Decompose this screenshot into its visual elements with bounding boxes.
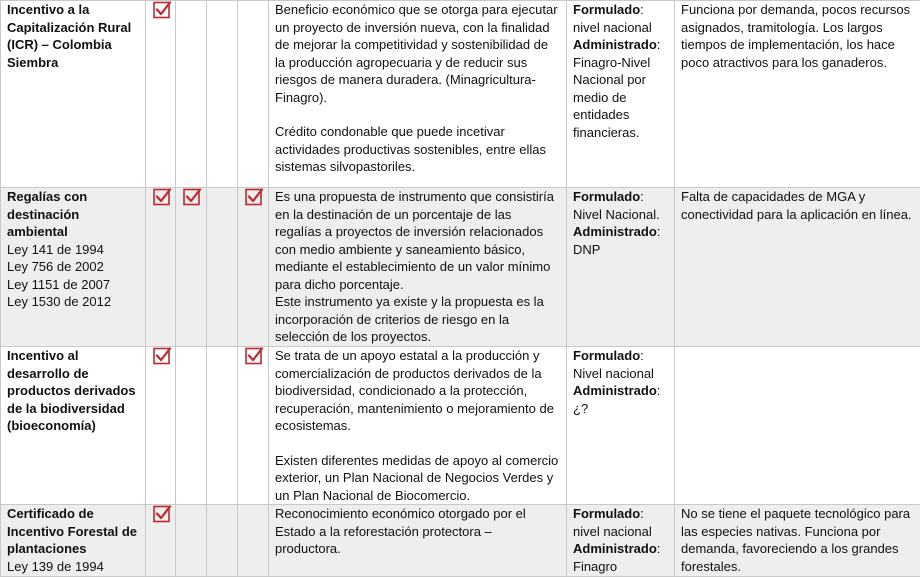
checked-box-icon (153, 1, 171, 19)
law-reference: Ley 141 de 1994 (7, 241, 139, 259)
instrument-cell (1, 188, 146, 347)
administrado-label: Administrado (573, 224, 657, 239)
management-cell: Formulado: Nivel nacional Administrado: ¿? (567, 347, 675, 505)
instrument-cell (1, 347, 146, 505)
description-text: Existen diferentes medidas de apoyo al comercio exterior, un Plan Nacional de Negocios Verdes y un Plan Nacional de Biocomercio. (275, 452, 560, 505)
administrado-value: ¿? (573, 401, 588, 416)
check-cell (146, 505, 176, 577)
table-row (1, 188, 920, 347)
formulado-label: Formulado (573, 506, 640, 521)
check-cell (238, 505, 269, 577)
formulado-value: nivel nacional (573, 20, 652, 35)
check-cell (146, 1, 176, 188)
law-reference: Ley 1530 de 2012 (7, 293, 139, 311)
table-row (1, 347, 920, 505)
observations-text: No se tiene el paquete tecnológico para las especies nativas. Funciona por demanda, favoreciendo a los grandes forestales. (681, 506, 910, 574)
checked-box-icon (183, 188, 201, 206)
management-cell: Formulado: nivel nacional Administrado: Finagro (567, 505, 675, 577)
instrument-cell (1, 1, 146, 188)
table-row (1, 1, 920, 188)
checked-box-icon (245, 188, 263, 206)
management-cell: Formulado: Nivel Nacional. Administrado: DNP (567, 188, 675, 347)
checked-box-icon (153, 347, 171, 365)
formulado-value: Nivel nacional (573, 366, 654, 381)
formulado-value: nivel nacional (573, 524, 652, 539)
check-cell (146, 347, 176, 505)
instrument-name: Incentivo al desarrollo de productos derivados de la biodiversidad (bioeconomía) (7, 348, 136, 433)
check-cell (207, 1, 238, 188)
description-cell (269, 1, 567, 188)
check-cell (238, 347, 269, 505)
check-cell (176, 505, 207, 577)
check-cell (207, 505, 238, 577)
administrado-label: Administrado (573, 37, 657, 52)
formulado-label: Formulado (573, 189, 640, 204)
instrument-name: Regalías con destinación ambiental (7, 189, 87, 239)
description-cell (269, 505, 567, 577)
instrument-cell (1, 505, 146, 577)
formulado-label: Formulado (573, 2, 640, 17)
administrado-value: DNP (573, 242, 600, 257)
description-text: Reconocimiento económico otorgado por el Estado a la reforestación protectora – productora. (275, 505, 560, 558)
observations-cell (675, 188, 920, 347)
check-cell (176, 347, 207, 505)
check-cell (238, 1, 269, 188)
administrado-value: Finagro (573, 559, 617, 574)
observations-text: Funciona por demanda, pocos recursos asignados, tramitología. Los largos tiempos de implementación, los hace poco atractivos para los ganaderos. (681, 2, 910, 70)
formulado-label: Formulado (573, 348, 640, 363)
checked-box-icon (153, 505, 171, 523)
observations-text: Falta de capacidades de MGA y conectividad para la aplicación en línea. (681, 189, 912, 222)
description-text: Beneficio económico que se otorga para ejecutar un proyecto de inversión nueva, con la finalidad de mejorar la competitividad y sostenibilidad de la producción agropecuaria y de reducir sus riesgos de manera duradera. (Minagricultura-Finagro). (275, 1, 560, 106)
law-reference: Ley 1151 de 2007 (7, 276, 139, 294)
check-cell (176, 1, 207, 188)
management-cell: Formulado: nivel nacional Administrado: Finagro-Nivel Nacional por medio de entidades financieras. (567, 1, 675, 188)
description-cell (269, 347, 567, 505)
law-reference: Ley 139 de 1994 (7, 558, 139, 576)
check-cell (146, 188, 176, 347)
observations-cell (675, 1, 920, 188)
administrado-value: Finagro-Nivel Nacional por medio de entidades financieras. (573, 55, 650, 140)
observations-cell (675, 505, 920, 577)
description-text: Se trata de un apoyo estatal a la producción y comercialización de productos derivados de la biodiversidad, condicionado a la protección, recuperación, mantenimiento o mejoramiento de ecosistemas. (275, 347, 560, 435)
checked-box-icon (153, 188, 171, 206)
administrado-label: Administrado (573, 541, 657, 556)
instrument-name: Certificado de Incentivo Forestal de plantaciones (7, 506, 137, 556)
description-text: Este instrumento ya existe y la propuesta es la incorporación de criterios de riesgo en la selección de los proyectos. (275, 293, 560, 346)
check-cell (176, 188, 207, 347)
formulado-value: Nivel Nacional. (573, 207, 660, 222)
check-cell (207, 347, 238, 505)
check-cell (238, 188, 269, 347)
description-text: Es una propuesta de instrumento que consistiría en la destinación de un porcentaje de las regalías a proyectos de inversión relacionados con medio ambiente y saneamiento básico, mediante el establecimiento de un valor mínimo para dicho porcentaje. (275, 188, 560, 293)
administrado-label: Administrado (573, 383, 657, 398)
table-row (1, 505, 920, 577)
check-cell (207, 188, 238, 347)
law-reference: Ley 756 de 2002 (7, 258, 139, 276)
description-cell (269, 188, 567, 347)
description-text: Crédito condonable que puede incetivar actividades productivas sostenibles, entre ellas sistemas silvopastoriles. (275, 123, 560, 176)
checked-box-icon (245, 347, 263, 365)
instrument-name: Incentivo a la Capitalización Rural (ICR) – Colombia Siembra (7, 2, 131, 70)
observations-cell (675, 347, 920, 505)
